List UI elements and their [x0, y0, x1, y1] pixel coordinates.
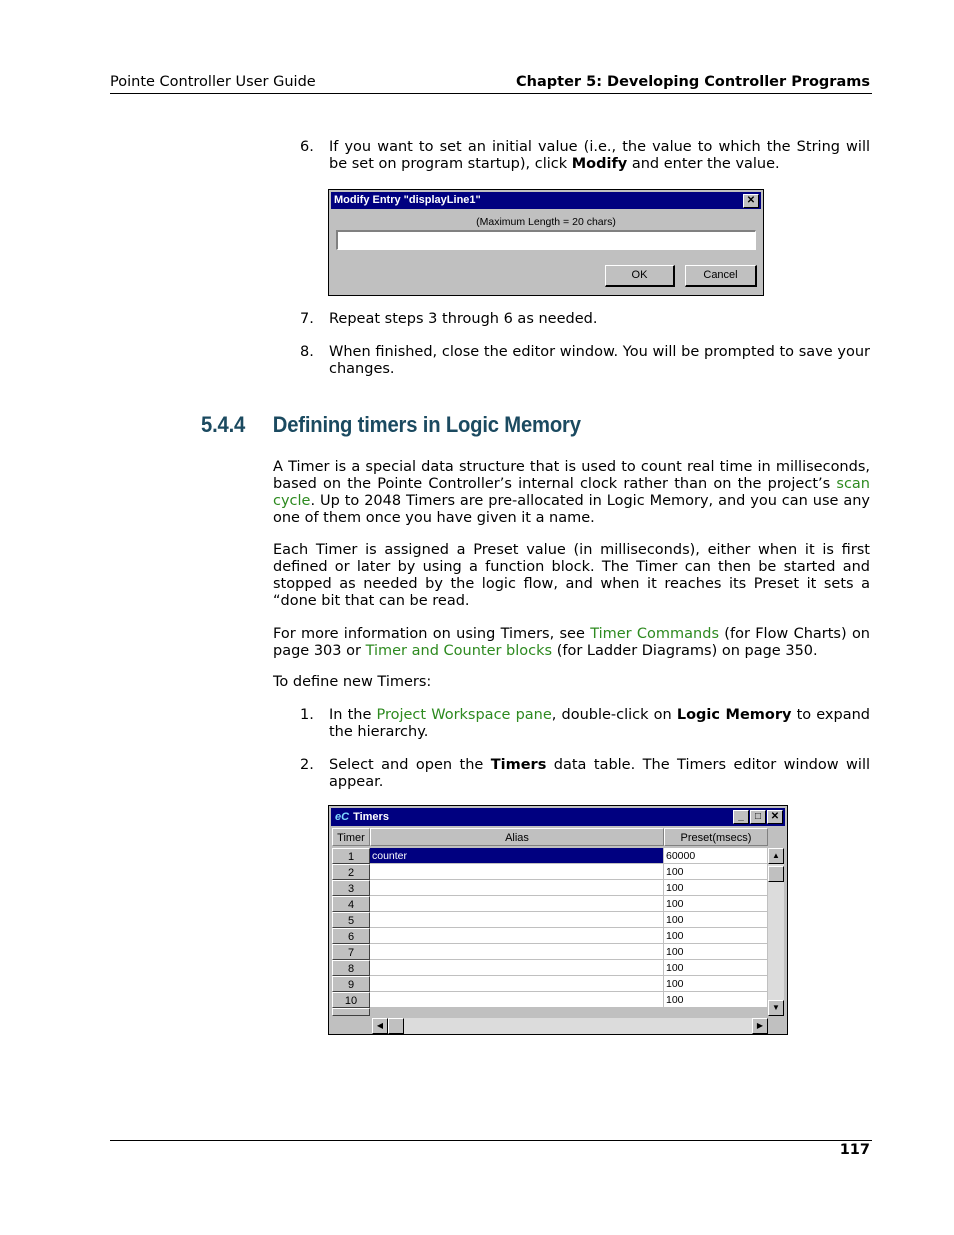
- preset-cell[interactable]: 60000: [664, 848, 768, 864]
- row-number[interactable]: 7: [332, 944, 370, 960]
- preset-cell[interactable]: 100: [664, 976, 768, 992]
- step-bold-logic-memory: Logic Memory: [676, 707, 792, 723]
- preset-cell[interactable]: 100: [664, 880, 768, 896]
- row-number[interactable]: 4: [332, 896, 370, 912]
- step-1: [300, 707, 870, 741]
- preset-cell[interactable]: 100: [664, 960, 768, 976]
- paragraph-more-info: [273, 626, 870, 660]
- timer-commands-link[interactable]: Timer Commands: [590, 626, 720, 642]
- scroll-right-icon[interactable]: ▶: [752, 1018, 768, 1034]
- dialog-subtitle: (Maximum Length = 20 chars): [476, 216, 616, 228]
- step-text-end: to expand the hierarchy.: [329, 707, 870, 740]
- step-number: 1.: [300, 707, 314, 723]
- section-title: Defining timers in Logic Memory: [272, 412, 581, 437]
- alias-cell[interactable]: [370, 864, 664, 880]
- step-bold-timers: Timers: [490, 757, 547, 773]
- alias-cell[interactable]: [370, 880, 664, 896]
- preset-cell[interactable]: 100: [664, 864, 768, 880]
- running-header-title: Pointe Controller User Guide: [110, 74, 316, 90]
- step-6: [300, 139, 870, 173]
- step-2: [300, 757, 870, 791]
- close-icon[interactable]: ✕: [743, 194, 759, 208]
- alias-cell[interactable]: [370, 976, 664, 992]
- preset-cell[interactable]: 100: [664, 896, 768, 912]
- cancel-button[interactable]: Cancel: [685, 265, 757, 287]
- paragraph-preset: Each Timer is assigned a Preset value (in milliseconds), either when it is first defined or later by using a function block. The Timer can then be started and stopped as needed by the logic flow, and when it reaches its Preset it sets a “done bit that can be read.: [273, 542, 870, 609]
- alias-cell[interactable]: [370, 992, 664, 1008]
- app-logo-icon: eC: [335, 811, 350, 823]
- running-header-chapter: Chapter 5: Developing Controller Programs: [516, 74, 870, 90]
- timers-title-bar: [331, 808, 785, 826]
- dialog-title: Modify Entry "displayLine1": [334, 194, 481, 206]
- scroll-up-icon[interactable]: ▲: [768, 848, 784, 864]
- row-number[interactable]: 9: [332, 976, 370, 992]
- preset-cell[interactable]: 100: [664, 944, 768, 960]
- alias-cell[interactable]: [370, 896, 664, 912]
- step-text: In the: [329, 707, 377, 723]
- preset-cell[interactable]: 100: [664, 928, 768, 944]
- alias-cell[interactable]: [370, 944, 664, 960]
- col-header-preset[interactable]: Preset(msecs): [664, 828, 768, 846]
- para-text-mid: (for Flow Charts) on page 303 or: [273, 626, 870, 659]
- footer-rule: [110, 1140, 872, 1141]
- scroll-thumb[interactable]: [768, 866, 784, 882]
- section-number: 5.4.4: [201, 412, 246, 437]
- step-text: Select and open the: [329, 757, 491, 773]
- step-number: 8.: [300, 344, 314, 360]
- vertical-scrollbar[interactable]: [768, 848, 784, 1016]
- paragraph-define: To define new Timers:: [273, 674, 432, 690]
- para-text-end: . Up to 2048 Timers are pre-allocated in Logic Memory, and you can use any one of them once you have given it a name.: [273, 493, 870, 526]
- dialog-title-bar: [331, 192, 761, 209]
- step-number: 7.: [300, 311, 314, 327]
- step-number: 6.: [300, 139, 314, 155]
- row-number[interactable]: 8: [332, 960, 370, 976]
- step-text: If you want to set an initial value (i.e., the value to which the String will be set on program startup), click: [329, 139, 870, 172]
- col-header-alias[interactable]: Alias: [370, 828, 664, 846]
- modify-entry-dialog: [328, 189, 764, 296]
- scroll-down-icon[interactable]: ▼: [768, 1000, 784, 1016]
- entry-input[interactable]: [336, 230, 756, 250]
- scroll-left-icon[interactable]: ◀: [372, 1018, 388, 1034]
- row-number[interactable]: 10: [332, 992, 370, 1008]
- page-number: 117: [839, 1142, 870, 1158]
- row-number[interactable]: 6: [332, 928, 370, 944]
- minimize-icon[interactable]: _: [733, 810, 749, 824]
- row-number-partial: [332, 1008, 370, 1016]
- step-7: [300, 311, 870, 328]
- row-number[interactable]: 5: [332, 912, 370, 928]
- col-header-timer[interactable]: Timer: [332, 828, 370, 846]
- step-number: 2.: [300, 757, 314, 773]
- timers-window: [328, 805, 788, 1035]
- alias-cell[interactable]: [370, 960, 664, 976]
- close-icon[interactable]: ✕: [767, 810, 783, 824]
- horizontal-scrollbar[interactable]: [372, 1018, 768, 1034]
- step-bold-modify: Modify: [571, 156, 628, 172]
- para-text: For more information on using Timers, see: [273, 626, 591, 642]
- preset-cell[interactable]: 100: [664, 912, 768, 928]
- step-text: Repeat steps 3 through 6 as needed.: [329, 311, 598, 327]
- step-8: [300, 344, 870, 378]
- timer-counter-blocks-link[interactable]: Timer and Counter blocks: [365, 643, 553, 659]
- scan-cycle-link[interactable]: scan cycle: [273, 476, 870, 509]
- para-text: A Timer is a special data structure that is used to count real time in milliseconds, based on the Pointe Controller’s internal clock rather than on the project’s: [273, 459, 870, 492]
- project-workspace-link[interactable]: Project Workspace pane: [376, 707, 552, 723]
- maximize-icon[interactable]: □: [750, 810, 766, 824]
- step-text-end: data table. The Timers editor window will appear.: [329, 757, 870, 790]
- timers-title: Timers: [353, 811, 389, 823]
- alias-cell[interactable]: [370, 912, 664, 928]
- row-number[interactable]: 3: [332, 880, 370, 896]
- row-number[interactable]: 1: [332, 848, 370, 864]
- alias-cell[interactable]: [370, 928, 664, 944]
- header-rule: [110, 93, 872, 94]
- section-heading: [201, 412, 581, 437]
- alias-cell[interactable]: counter: [370, 848, 664, 864]
- ok-button[interactable]: OK: [605, 265, 675, 287]
- step-text: When finished, close the editor window. You will be prompted to save your changes.: [329, 344, 870, 377]
- row-number[interactable]: 2: [332, 864, 370, 880]
- preset-cell[interactable]: 100: [664, 992, 768, 1008]
- step-text-end: and enter the value.: [627, 156, 780, 172]
- step-text-mid: , double-click on: [551, 707, 677, 723]
- paragraph-timer-intro: [273, 459, 870, 527]
- para-text-end: (for Ladder Diagrams) on page 350.: [552, 643, 818, 659]
- h-scroll-thumb[interactable]: [388, 1018, 404, 1034]
